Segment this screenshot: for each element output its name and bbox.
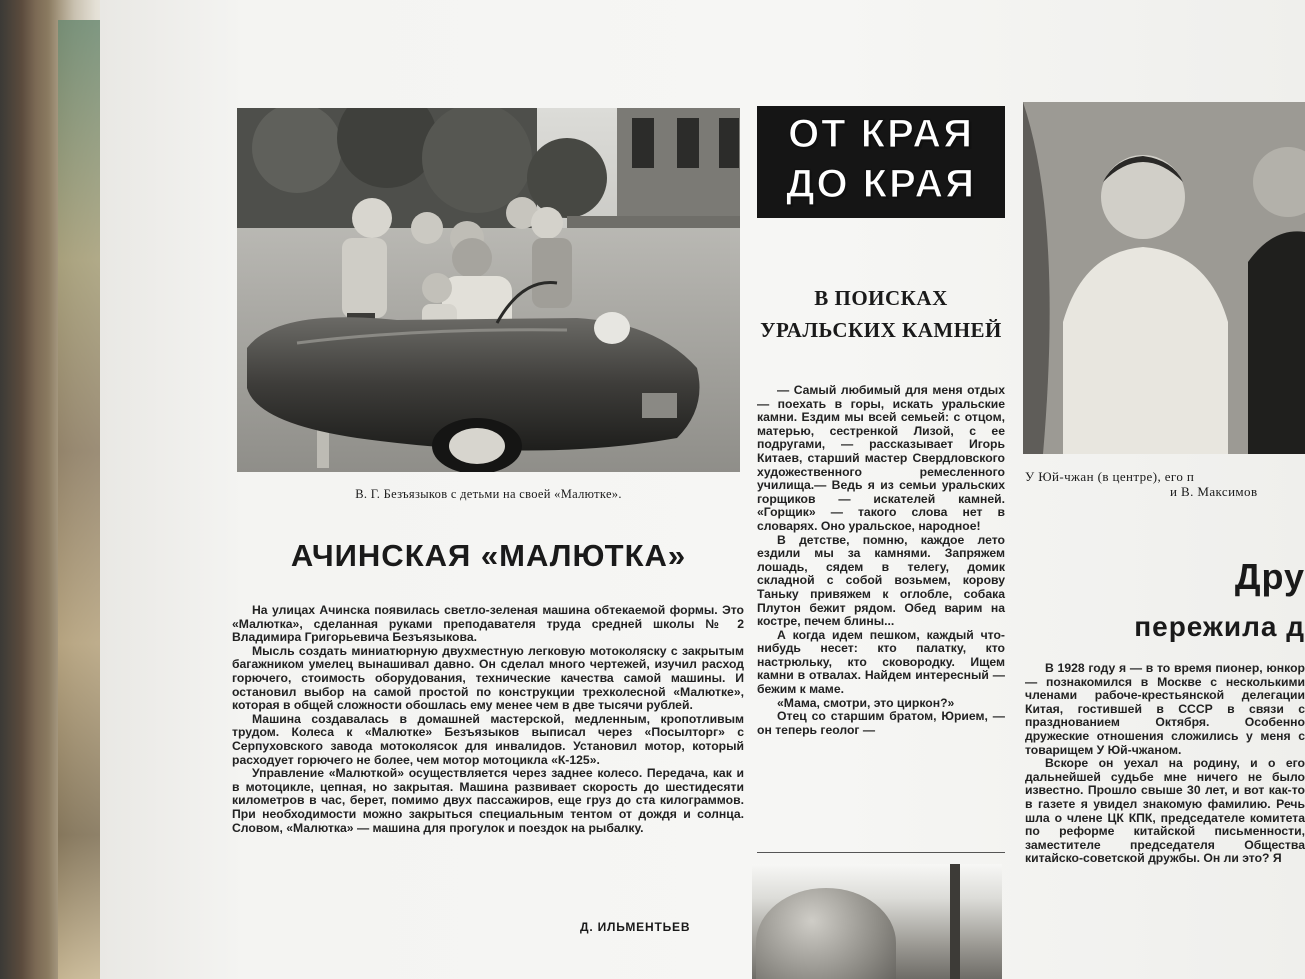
- column-divider: [757, 852, 1005, 853]
- portrait-illustration: [1023, 102, 1305, 454]
- article-paragraph: Мысль создать миниатюрную двухместную легковую мотоколяску с закрытым багажником умелец вынашивал давно. Он сделал много чертежей, изучил расход горючего, стоимость оборудования, технические качества самой машины. И остановил выбор на самой простой по конструкции трехколесной «Малютке», которая в общей сложности обошлась ему менее чем в две тысячи рублей.: [232, 643, 744, 713]
- section-banner: [757, 106, 1005, 218]
- right-paragraph: В 1928 году я — в то время пионер, юнкор — познакомился в Москве с несколькими членами рабоче-крестьянской делегации Китая, гостившей в СССР в связи с празднованием Октября. Особенно дружеские отношения сложились у меня с товарищем У Юй-чжаном.: [1025, 662, 1305, 757]
- article-headline: АЧИНСКАЯ «МАЛЮТКА»: [290, 538, 687, 573]
- portrait-photo: [1023, 102, 1305, 454]
- article-photo-car-with-children: [237, 108, 740, 472]
- right-headline-line-1: Дру: [1234, 556, 1305, 597]
- banner-line-1: ОТ КРАЯ: [788, 112, 974, 156]
- right-paragraph: Вскоре он уехал на родину, и о его дальнейшей судьбе мне ничего не было известно. Прошло свыше 30 лет, и вот как-то в газете я увидел знакомую фамилию. Речь шла о члене ЦК КПК, председателе комитета по реформе китайской письменности, заместителе председателя Общества китайско-советской дружбы. Он ли это? Я: [1025, 756, 1305, 866]
- portrait-caption: [1025, 469, 1305, 499]
- portrait-caption-line-2: и В. Максимов: [1170, 484, 1258, 499]
- article-paragraph: На улицах Ачинска появилась светло-зеленая машина обтекаемой формы. Это «Малютка», сделанная руками преподавателя труда средней школы № 2 Владимира Григорьевича Безъязыкова.: [232, 603, 744, 645]
- portrait-caption-line-1: У Юй-чжан (в центре), его п: [1025, 469, 1195, 484]
- right-article-headline: [1090, 552, 1305, 652]
- photo-rock: [756, 888, 896, 979]
- section-photo-stones: [752, 864, 1002, 979]
- photo-tree: [950, 864, 960, 979]
- right-article-body: [1025, 662, 1305, 979]
- section-paragraph: «Мама, смотри, это циркон?»: [777, 695, 955, 710]
- right-headline-line-2: пережила д: [1134, 611, 1305, 642]
- section-paragraph: Отец со старшим братом, Юрием, — он теперь геолог —: [757, 709, 1005, 737]
- section-subheadline: [757, 282, 1005, 346]
- adjacent-pages-edge: [58, 20, 106, 979]
- banner-line-2: ДО КРАЯ: [786, 162, 976, 206]
- article-author: Д. ИЛЬМЕНТЬЕВ: [580, 920, 691, 934]
- subhead-line-1: В ПОИСКАХ: [814, 286, 948, 310]
- section-paragraph: В детстве, помню, каждое лето ездили мы за камнями. Запряжем лошадь, сядем в телегу, домик складной с собой возьмем, корову Таньку привяжем к оглобле, собака Плутон бежит рядом. Обед варим на костре, печем блины...: [757, 532, 1005, 629]
- section-paragraph: — Самый любимый для меня отдых — поехать в горы, искать уральские камни. Ездим мы всей семьей: с отцом, матерью, сестренкой Лизой, с ее подругами, — рассказывает Игорь Китаев, старший мастер Свердловского художественного ремесленного училища.— Ведь я из семьи уральских горщиков — искателей камней. «Горщик» — такого слова нет в словарях. Оно уральское, народное!: [757, 383, 1005, 533]
- photo-illustration: [237, 108, 740, 472]
- article-paragraph: Машина создавалась в домашней мастерской, медленным, кропотливым трудом. Колеса к «Малютке» Безъязыков выписал через «Посылторг» с Серпуховского завода мотоколясок для инвалидов. Установил мотор, который расходует горючего не более, чем мотор мотоцикла «К-125».: [232, 711, 744, 767]
- section-paragraph: А когда идем пешком, каждый что-нибудь несет: кто палатку, кто настрюльку, кто сковородку. Ищем камни в отвалах. Найдем интересный — бежим к маме.: [757, 627, 1005, 697]
- subhead-line-2: УРАЛЬСКИХ КАМНЕЙ: [760, 318, 1002, 342]
- section-body: [757, 384, 1005, 737]
- article-paragraph: Управление «Малюткой» осуществляется через заднее колесо. Передача, как и в мотоцикле, цепная, но закрытая. Машина развивает скорость до шестидесяти километров в час, берет, помимо двух пассажиров, еще груз до ста килограммов. При необходимости можно закрыться специальным тентом от дождя и солнца. Словом, «Малютка» — машина для прогулок и поездок на рыбалку.: [232, 766, 744, 835]
- photo-caption: В. Г. Безъязыков с детьми на своей «Малютке».: [355, 487, 622, 501]
- article-body: [232, 604, 744, 835]
